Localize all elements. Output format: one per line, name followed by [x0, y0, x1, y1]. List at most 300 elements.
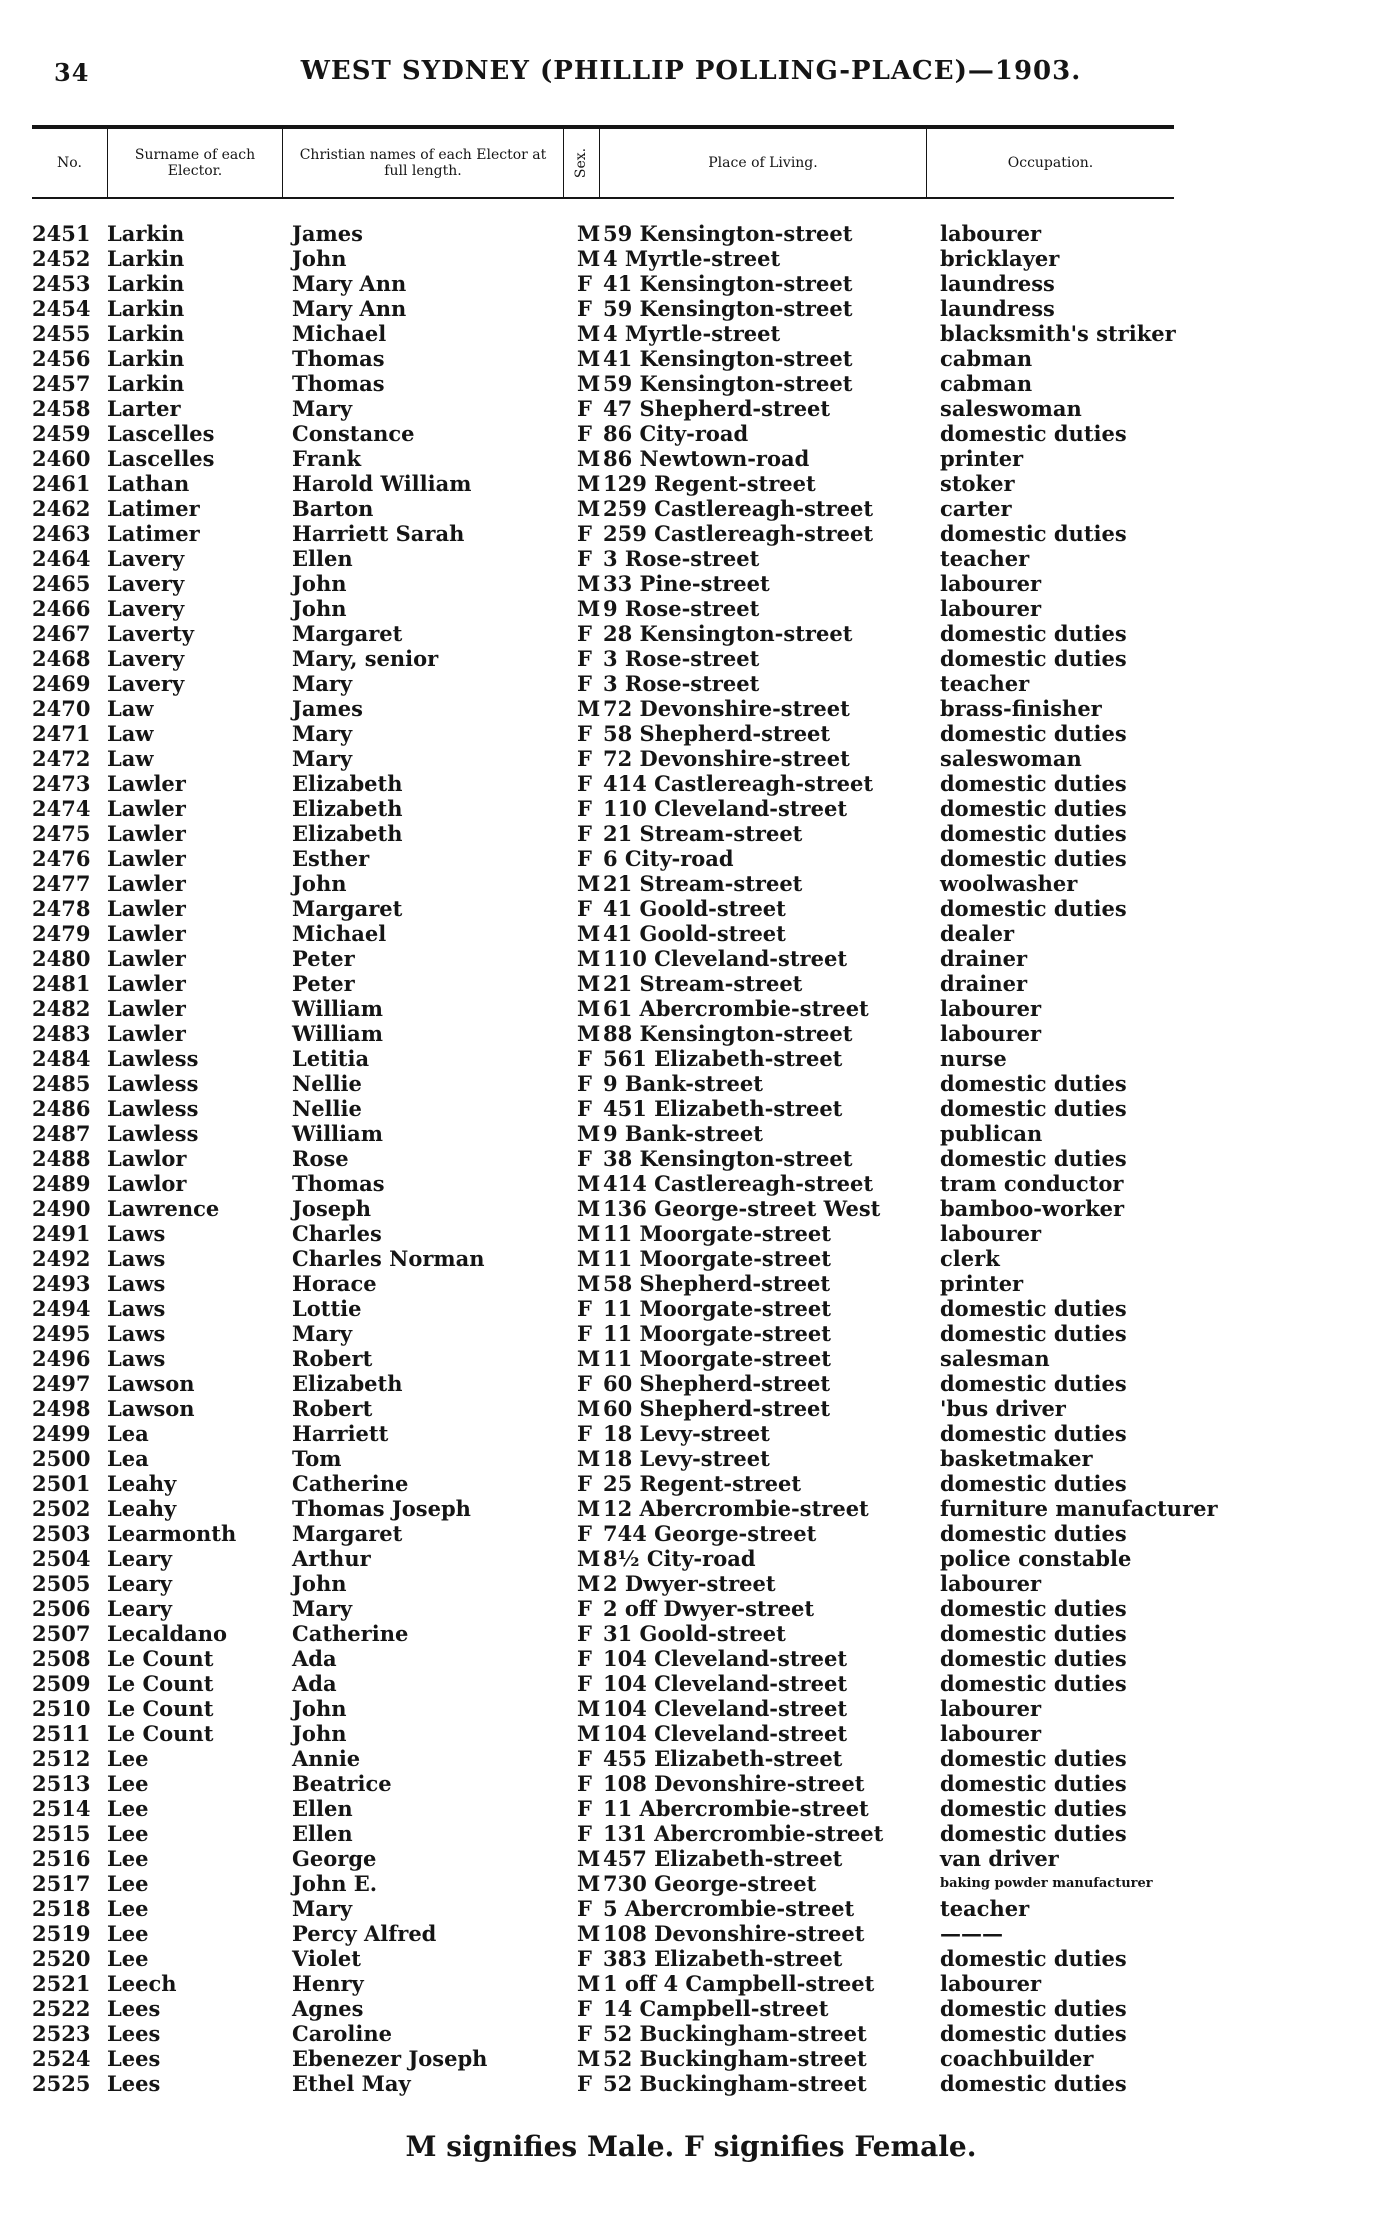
elector-number: 2492 [32, 1246, 91, 1271]
elector-sex: F [577, 1096, 592, 1121]
elector-christian-names: Thomas [292, 346, 385, 371]
elector-number: 2496 [32, 1346, 91, 1371]
elector-place-of-living: 21 Stream-street [603, 971, 803, 996]
elector-place-of-living: 2 off Dwyer-street [603, 1596, 815, 1621]
header-sex-label: Sex. [573, 147, 590, 179]
elector-number: 2499 [32, 1421, 91, 1446]
elector-christian-names: William [292, 1121, 383, 1146]
elector-occupation: stoker [940, 471, 1015, 496]
elector-surname: Lawson [107, 1371, 195, 1396]
elector-surname: Lawler [107, 946, 186, 971]
table-row [0, 296, 1382, 321]
elector-place-of-living: 259 Castlereagh-street [603, 496, 874, 521]
table-row [0, 1721, 1382, 1746]
elector-surname: Lee [107, 1821, 149, 1846]
elector-sex: F [577, 1896, 592, 1921]
elector-sex: F [577, 1471, 592, 1496]
elector-sex: F [577, 1996, 592, 2021]
elector-sex: M [577, 1921, 601, 1946]
table-row [0, 821, 1382, 846]
elector-christian-names: Harriett [292, 1421, 389, 1446]
elector-number: 2487 [32, 1121, 91, 1146]
elector-christian-names: Catherine [292, 1621, 409, 1646]
elector-occupation: domestic duties [940, 2071, 1127, 2096]
elector-sex: M [577, 1696, 601, 1721]
elector-surname: Learmonth [107, 1521, 237, 1546]
table-row [0, 1471, 1382, 1496]
elector-place-of-living: 455 Elizabeth-street [603, 1746, 843, 1771]
table-row [0, 1421, 1382, 1446]
elector-surname: Lawless [107, 1071, 199, 1096]
elector-number: 2456 [32, 346, 91, 371]
elector-sex: M [577, 871, 601, 896]
elector-sex: F [577, 821, 592, 846]
page-title: WEST SYDNEY (PHILLIP POLLING-PLACE)—1903. [300, 56, 1082, 86]
elector-place-of-living: 52 Buckingham-street [603, 2046, 867, 2071]
elector-occupation: domestic duties [940, 896, 1127, 921]
table-row [0, 1871, 1382, 1896]
elector-christian-names: James [292, 696, 363, 721]
elector-sex: M [577, 471, 601, 496]
elector-place-of-living: 88 Kensington-street [603, 1021, 853, 1046]
elector-occupation: coachbuilder [940, 2046, 1094, 2071]
elector-christian-names: Henry [292, 1971, 364, 1996]
elector-occupation: domestic duties [940, 821, 1127, 846]
elector-surname: Leary [107, 1571, 172, 1596]
elector-occupation: domestic duties [940, 721, 1127, 746]
elector-occupation: domestic duties [940, 1746, 1127, 1771]
elector-occupation: domestic duties [940, 1671, 1127, 1696]
elector-surname: Lawler [107, 971, 186, 996]
elector-number: 2475 [32, 821, 91, 846]
elector-place-of-living: 47 Shepherd-street [603, 396, 831, 421]
elector-number: 2482 [32, 996, 91, 1021]
elector-occupation: clerk [940, 1246, 1000, 1271]
elector-surname: Lavery [107, 596, 185, 621]
elector-christian-names: Mary Ann [292, 296, 407, 321]
elector-occupation: labourer [940, 1971, 1042, 1996]
elector-christian-names: George [292, 1846, 377, 1871]
elector-place-of-living: 59 Kensington-street [603, 371, 853, 396]
elector-sex: F [577, 1771, 592, 1796]
elector-number: 2521 [32, 1971, 91, 1996]
elector-number: 2485 [32, 1071, 91, 1096]
elector-place-of-living: 9 Bank-street [603, 1071, 763, 1096]
elector-christian-names: Ethel May [292, 2071, 411, 2096]
elector-number: 2452 [32, 246, 91, 271]
elector-occupation: domestic duties [940, 621, 1127, 646]
elector-occupation: drainer [940, 971, 1028, 996]
elector-number: 2505 [32, 1571, 91, 1596]
elector-sex: F [577, 296, 592, 321]
elector-surname: Lawless [107, 1096, 199, 1121]
elector-christian-names: Mary [292, 721, 353, 746]
table-row [0, 1196, 1382, 1221]
elector-place-of-living: 4 Myrtle-street [603, 246, 781, 271]
elector-christian-names: Thomas Joseph [292, 1496, 471, 1521]
elector-place-of-living: 730 George-street [603, 1871, 817, 1896]
elector-christian-names: Mary [292, 671, 353, 696]
table-row [0, 246, 1382, 271]
table-row [0, 446, 1382, 471]
elector-christian-names: Tom [292, 1446, 342, 1471]
elector-christian-names: John [292, 246, 347, 271]
elector-occupation: labourer [940, 1021, 1042, 1046]
elector-place-of-living: 11 Moorgate-street [603, 1246, 831, 1271]
elector-occupation: domestic duties [940, 846, 1127, 871]
elector-sex: F [577, 1071, 592, 1096]
elector-place-of-living: 744 George-street [603, 1521, 817, 1546]
elector-sex: M [577, 1846, 601, 1871]
elector-christian-names: Lottie [292, 1296, 362, 1321]
elector-surname: Lee [107, 1896, 149, 1921]
elector-sex: M [577, 221, 601, 246]
elector-surname: Lawler [107, 921, 186, 946]
elector-sex: F [577, 1671, 592, 1696]
elector-sex: M [577, 346, 601, 371]
elector-sex: M [577, 1496, 601, 1521]
table-row [0, 796, 1382, 821]
elector-place-of-living: 52 Buckingham-street [603, 2071, 867, 2096]
table-row [0, 721, 1382, 746]
elector-place-of-living: 8½ City-road [603, 1546, 756, 1571]
header-surname: Surname of each Elector. [108, 129, 283, 197]
elector-number: 2512 [32, 1746, 91, 1771]
elector-sex: F [577, 1646, 592, 1671]
elector-surname: Lawless [107, 1046, 199, 1071]
elector-christian-names: Nellie [292, 1096, 362, 1121]
elector-christian-names: Elizabeth [292, 771, 403, 796]
elector-sex: M [577, 1196, 601, 1221]
elector-occupation: printer [940, 446, 1024, 471]
elector-surname: Lee [107, 1946, 149, 1971]
elector-christian-names: Mary [292, 1896, 353, 1921]
elector-place-of-living: 129 Regent-street [603, 471, 816, 496]
elector-surname: Le Count [107, 1671, 214, 1696]
elector-place-of-living: 110 Cleveland-street [603, 796, 848, 821]
elector-sex: F [577, 646, 592, 671]
table-row [0, 521, 1382, 546]
elector-occupation: ——— [940, 1921, 1003, 1946]
table-row [0, 746, 1382, 771]
elector-occupation: publican [940, 1121, 1043, 1146]
elector-sex: F [577, 721, 592, 746]
elector-number: 2517 [32, 1871, 91, 1896]
elector-occupation: baking powder manufacturer [940, 1876, 1153, 1891]
elector-sex: F [577, 1421, 592, 1446]
table-row [0, 1146, 1382, 1171]
elector-christian-names: Harold William [292, 471, 472, 496]
elector-number: 2477 [32, 871, 91, 896]
elector-number: 2488 [32, 1146, 91, 1171]
elector-place-of-living: 12 Abercrombie-street [603, 1496, 869, 1521]
table-row [0, 1021, 1382, 1046]
table-row [0, 946, 1382, 971]
elector-sex: F [577, 1046, 592, 1071]
elector-occupation: salesman [940, 1346, 1050, 1371]
elector-number: 2507 [32, 1621, 91, 1646]
table-row [0, 1321, 1382, 1346]
elector-surname: Laws [107, 1246, 166, 1271]
elector-christian-names: Peter [292, 971, 355, 996]
elector-christian-names: Ebenezer Joseph [292, 2046, 488, 2071]
elector-place-of-living: 21 Stream-street [603, 871, 803, 896]
elector-occupation: saleswoman [940, 746, 1082, 771]
elector-place-of-living: 31 Goold-street [603, 1621, 786, 1646]
table-row [0, 546, 1382, 571]
elector-occupation: domestic duties [940, 1321, 1127, 1346]
elector-number: 2513 [32, 1771, 91, 1796]
table-row [0, 1621, 1382, 1646]
header-christian-names: Christian names of each Elector at full length. [283, 129, 564, 197]
elector-number: 2523 [32, 2021, 91, 2046]
table-row [0, 1271, 1382, 1296]
elector-place-of-living: 9 Rose-street [603, 596, 760, 621]
table-row [0, 1346, 1382, 1371]
table-row [0, 271, 1382, 296]
elector-occupation: dealer [940, 921, 1015, 946]
table-row [0, 1046, 1382, 1071]
elector-sex: M [577, 496, 601, 521]
elector-sex: M [577, 246, 601, 271]
elector-christian-names: Charles Norman [292, 1246, 485, 1271]
elector-surname: Lathan [107, 471, 190, 496]
elector-sex: M [577, 996, 601, 1021]
elector-number: 2506 [32, 1596, 91, 1621]
elector-sex: M [577, 1446, 601, 1471]
elector-sex: M [577, 1546, 601, 1571]
elector-place-of-living: 104 Cleveland-street [603, 1671, 848, 1696]
elector-place-of-living: 41 Kensington-street [603, 346, 853, 371]
elector-surname: Lee [107, 1771, 149, 1796]
header-occupation: Occupation. [1007, 155, 1094, 171]
elector-christian-names: Margaret [292, 896, 403, 921]
elector-place-of-living: 136 George-street West [603, 1196, 881, 1221]
elector-sex: M [577, 1121, 601, 1146]
elector-number: 2470 [32, 696, 91, 721]
elector-sex: F [577, 1296, 592, 1321]
elector-surname: Lee [107, 1871, 149, 1896]
table-row [0, 1996, 1382, 2021]
elector-christian-names: John [292, 1571, 347, 1596]
elector-occupation: basketmaker [940, 1446, 1093, 1471]
elector-surname: Laws [107, 1296, 166, 1321]
table-row [0, 1696, 1382, 1721]
elector-surname: Lees [107, 2021, 161, 2046]
elector-sex: M [577, 971, 601, 996]
elector-sex: M [577, 921, 601, 946]
elector-number: 2495 [32, 1321, 91, 1346]
elector-christian-names: Violet [292, 1946, 361, 1971]
elector-sex: F [577, 1821, 592, 1846]
elector-christian-names: Mary [292, 1321, 353, 1346]
elector-sex: M [577, 696, 601, 721]
elector-christian-names: Nellie [292, 1071, 362, 1096]
elector-sex: M [577, 321, 601, 346]
elector-surname: Le Count [107, 1646, 214, 1671]
elector-place-of-living: 561 Elizabeth-street [603, 1046, 843, 1071]
table-row [0, 1496, 1382, 1521]
elector-place-of-living: 59 Kensington-street [603, 221, 853, 246]
table-row [0, 1371, 1382, 1396]
elector-number: 2508 [32, 1646, 91, 1671]
elector-surname: Lea [107, 1421, 149, 1446]
elector-christian-names: Arthur [292, 1546, 371, 1571]
elector-christian-names: Barton [292, 496, 374, 521]
elector-place-of-living: 60 Shepherd-street [603, 1396, 831, 1421]
elector-surname: Lee [107, 1921, 149, 1946]
elector-surname: Lascelles [107, 446, 215, 471]
elector-surname: Larter [107, 396, 181, 421]
elector-place-of-living: 14 Campbell-street [603, 1996, 829, 2021]
elector-number: 2489 [32, 1171, 91, 1196]
elector-christian-names: Elizabeth [292, 821, 403, 846]
table-row [0, 1671, 1382, 1696]
table-row [0, 1121, 1382, 1146]
elector-occupation: domestic duties [940, 646, 1127, 671]
elector-sex: M [577, 446, 601, 471]
table-row [0, 921, 1382, 946]
elector-sex: F [577, 1621, 592, 1646]
elector-occupation: printer [940, 1271, 1024, 1296]
elector-number: 2479 [32, 921, 91, 946]
elector-place-of-living: 3 Rose-street [603, 646, 760, 671]
elector-surname: Le Count [107, 1696, 214, 1721]
elector-sex: F [577, 521, 592, 546]
elector-occupation: teacher [940, 546, 1030, 571]
elector-number: 2497 [32, 1371, 91, 1396]
elector-surname: Larkin [107, 371, 185, 396]
table-row [0, 1821, 1382, 1846]
elector-surname: Laws [107, 1346, 166, 1371]
elector-place-of-living: 9 Bank-street [603, 1121, 763, 1146]
elector-christian-names: James [292, 221, 363, 246]
elector-occupation: blacksmith's striker [940, 321, 1176, 346]
elector-number: 2453 [32, 271, 91, 296]
elector-christian-names: William [292, 1021, 383, 1046]
elector-sex: M [577, 2046, 601, 2071]
elector-surname: Leahy [107, 1496, 177, 1521]
elector-number: 2509 [32, 1671, 91, 1696]
elector-number: 2503 [32, 1521, 91, 1546]
elector-place-of-living: 451 Elizabeth-street [603, 1096, 843, 1121]
elector-place-of-living: 61 Abercrombie-street [603, 996, 869, 1021]
elector-place-of-living: 59 Kensington-street [603, 296, 853, 321]
elector-occupation: domestic duties [940, 771, 1127, 796]
elector-place-of-living: 131 Abercrombie-street [603, 1821, 884, 1846]
elector-place-of-living: 21 Stream-street [603, 821, 803, 846]
elector-occupation: domestic duties [940, 1646, 1127, 1671]
elector-christian-names: Thomas [292, 1171, 385, 1196]
elector-number: 2459 [32, 421, 91, 446]
elector-surname: Lee [107, 1746, 149, 1771]
elector-surname: Lawless [107, 1121, 199, 1146]
table-row [0, 621, 1382, 646]
elector-sex: M [577, 946, 601, 971]
elector-surname: Lawler [107, 996, 186, 1021]
elector-number: 2478 [32, 896, 91, 921]
elector-christian-names: Caroline [292, 2021, 392, 2046]
elector-place-of-living: 11 Moorgate-street [603, 1321, 831, 1346]
elector-list [0, 221, 1382, 2096]
table-row [0, 1071, 1382, 1096]
elector-christian-names: Harriett Sarah [292, 521, 465, 546]
elector-number: 2491 [32, 1221, 91, 1246]
elector-place-of-living: 259 Castlereagh-street [603, 521, 874, 546]
elector-surname: Law [107, 746, 154, 771]
table-row [0, 1921, 1382, 1946]
table-row [0, 1521, 1382, 1546]
elector-surname: Lee [107, 1846, 149, 1871]
elector-place-of-living: 6 City-road [603, 846, 734, 871]
elector-christian-names: Elizabeth [292, 1371, 403, 1396]
elector-sex: F [577, 1596, 592, 1621]
elector-place-of-living: 1 off 4 Campbell-street [603, 1971, 875, 1996]
table-row [0, 771, 1382, 796]
elector-surname: Laverty [107, 621, 194, 646]
elector-number: 2483 [32, 1021, 91, 1046]
elector-number: 2461 [32, 471, 91, 496]
elector-occupation: labourer [940, 1721, 1042, 1746]
elector-occupation: domestic duties [940, 1771, 1127, 1796]
elector-place-of-living: 108 Devonshire-street [603, 1771, 865, 1796]
table-row [0, 221, 1382, 246]
elector-sex: M [577, 1571, 601, 1596]
elector-occupation: furniture manufacturer [940, 1496, 1218, 1521]
elector-number: 2498 [32, 1396, 91, 1421]
elector-number: 2476 [32, 846, 91, 871]
elector-occupation: domestic duties [940, 521, 1127, 546]
elector-christian-names: Frank [292, 446, 362, 471]
elector-place-of-living: 38 Kensington-street [603, 1146, 853, 1171]
elector-number: 2463 [32, 521, 91, 546]
elector-christian-names: Ellen [292, 1821, 353, 1846]
elector-sex: M [577, 1021, 601, 1046]
elector-occupation: drainer [940, 946, 1028, 971]
table-row [0, 1796, 1382, 1821]
table-row [0, 896, 1382, 921]
table-row [0, 496, 1382, 521]
elector-sex: F [577, 1746, 592, 1771]
elector-sex: F [577, 1946, 592, 1971]
elector-place-of-living: 86 Newtown-road [603, 446, 810, 471]
elector-number: 2472 [32, 746, 91, 771]
elector-occupation: domestic duties [940, 796, 1127, 821]
elector-occupation: domestic duties [940, 1596, 1127, 1621]
elector-sex: F [577, 2021, 592, 2046]
elector-christian-names: Agnes [292, 1996, 364, 2021]
elector-occupation: woolwasher [940, 871, 1078, 896]
table-row [0, 2021, 1382, 2046]
elector-number: 2510 [32, 1696, 91, 1721]
elector-christian-names: Thomas [292, 371, 385, 396]
table-header [32, 125, 1174, 199]
table-row [0, 671, 1382, 696]
elector-place-of-living: 11 Moorgate-street [603, 1221, 831, 1246]
table-row [0, 2071, 1382, 2096]
elector-occupation: labourer [940, 1221, 1042, 1246]
elector-number: 2465 [32, 571, 91, 596]
elector-surname: Lawler [107, 796, 186, 821]
elector-surname: Lawrence [107, 1196, 220, 1221]
header-no: No. [32, 129, 108, 197]
elector-number: 2504 [32, 1546, 91, 1571]
elector-surname: Lavery [107, 571, 185, 596]
elector-occupation: domestic duties [940, 1096, 1127, 1121]
elector-number: 2455 [32, 321, 91, 346]
elector-place-of-living: 72 Devonshire-street [603, 746, 850, 771]
table-row [0, 846, 1382, 871]
